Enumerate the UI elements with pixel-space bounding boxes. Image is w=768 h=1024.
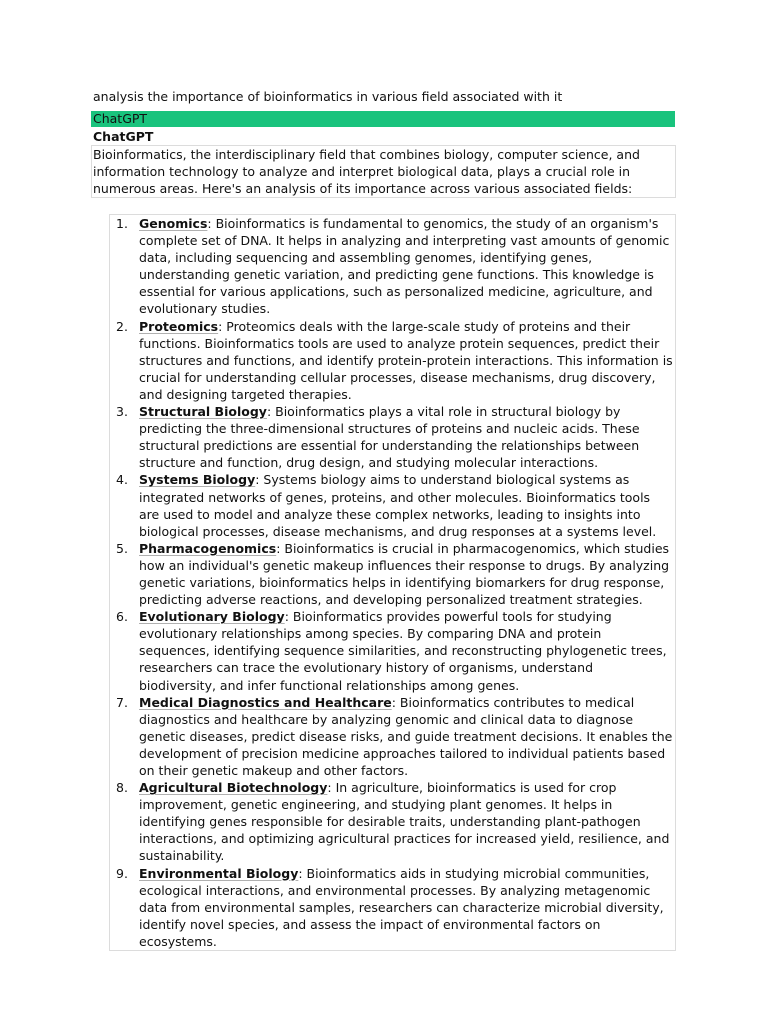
- list-item-term: Proteomics: [139, 318, 219, 334]
- list-item-text: : Bioinformatics contributes to medical diagnostics and healthcare by analyzing genomic and clinical data to diagnose genetic diseases, predict disease risks, and guide treatment decisions. It enables the development of precision medicine approaches tailored to individual patients based on their genetic makeup and other factors.: [139, 694, 673, 778]
- list-item-number: 1.: [116, 216, 128, 231]
- author-label: ChatGPT: [93, 129, 154, 144]
- list-item: [110, 403, 673, 471]
- list-item-number: 7.: [116, 694, 128, 710]
- fields-list-container: [109, 214, 676, 951]
- list-item-term: Evolutionary Biology: [139, 609, 285, 625]
- list-item-text: : Bioinformatics provides powerful tools for studying evolutionary relationships among species. By comparing DNA and protein sequences, identifying sequence similarities, and reconstructing phylogenetic trees, researchers can trace the evolutionary history of organisms, understand biodiversity, and infer functional relationships among genes.: [139, 609, 667, 693]
- list-item: [110, 318, 673, 403]
- list-item-text: : Bioinformatics aids in studying microbial communities, ecological interactions, and environmental processes. By analyzing metagenomic data from environmental samples, researchers can characterize microbial diversity, identify novel species, and assess the impact of environmental factors on ecosystems.: [139, 865, 664, 949]
- list-item-number: 2.: [116, 318, 128, 334]
- list-item-term: Agricultural Biotechnology: [139, 780, 328, 796]
- user-prompt: analysis the importance of bioinformatics in various field associated with it: [93, 89, 563, 104]
- list-item-text: : Proteomics deals with the large-scale study of proteins and their functions. Bioinformatics tools are used to analyze protein sequences, predict their structures and functions, and identify protein-protein interactions. This information is crucial for understanding cellular processes, disease mechanisms, drug discovery, and designing targeted therapies.: [139, 318, 673, 402]
- list-item-number: 6.: [116, 609, 128, 625]
- list-item-text: : Systems biology aims to understand biological systems as integrated networks of genes, proteins, and other molecules. Bioinformatics tools are used to model and analyze these complex networks, leading to insights into biological processes, disease mechanisms, and drug responses at a systems level.: [139, 472, 657, 539]
- list-item-term: Medical Diagnostics and Healthcare: [139, 694, 392, 710]
- list-item: [110, 608, 673, 693]
- list-item-number: 5.: [116, 540, 128, 556]
- list-item-number: 9.: [116, 865, 128, 881]
- intro-paragraph: Bioinformatics, the interdisciplinary field that combines biology, computer science, and information technology to analyze and interpret biological data, plays a crucial role in numerous areas. Here's an analysis of its importance across various associated fields:: [91, 145, 676, 198]
- list-item-term: Environmental Biology: [139, 865, 299, 881]
- list-item-term: Pharmacogenomics: [139, 540, 277, 556]
- list-item: [110, 694, 673, 779]
- list-item: [110, 540, 673, 608]
- list-item-text: : Bioinformatics is crucial in pharmacogenomics, which studies how an individual's genetic makeup influences their response to drugs. By analyzing genetic variations, bioinformatics helps in identifying biomarkers for drug response, predicting adverse reactions, and developing personalized treatment strategies.: [139, 540, 670, 608]
- list-item-term: Systems Biology: [139, 472, 256, 488]
- fields-list: [110, 215, 673, 950]
- list-item-text: : In agriculture, bioinformatics is used for crop improvement, genetic engineering, and studying plant genomes. It helps in identifying genes responsible for desirable traits, understanding plant-pathogen interactions, and optimizing agricultural practices for increased yield, resilience, and sustainability.: [139, 780, 670, 864]
- list-item-number: 3.: [116, 404, 128, 420]
- list-item-text: : Bioinformatics is fundamental to genomics, the study of an organism's complete set of DNA. It helps in analyzing and interpreting vast amounts of genomic data, including sequencing and assembling genomes, identifying genes, understanding genetic variation, and predicting gene functions. This knowledge is essential for various applications, such as personalized medicine, agriculture, and evolutionary studies.: [139, 216, 670, 317]
- list-item-term: Structural Biology: [139, 404, 267, 420]
- list-item: [110, 215, 673, 318]
- list-item: [110, 865, 673, 950]
- list-item-term: Genomics: [139, 216, 208, 231]
- list-item-number: 4.: [116, 472, 128, 488]
- chatgpt-header-bar: ChatGPT: [91, 111, 675, 127]
- list-item-number: 8.: [116, 780, 128, 796]
- list-item: [110, 471, 673, 539]
- list-item: [110, 779, 673, 864]
- list-item-text: : Bioinformatics plays a vital role in structural biology by predicting the three-dimensional structures of proteins and nucleic acids. These structural predictions are essential for understanding the relationships between structure and function, drug design, and studying molecular interactions.: [139, 404, 640, 471]
